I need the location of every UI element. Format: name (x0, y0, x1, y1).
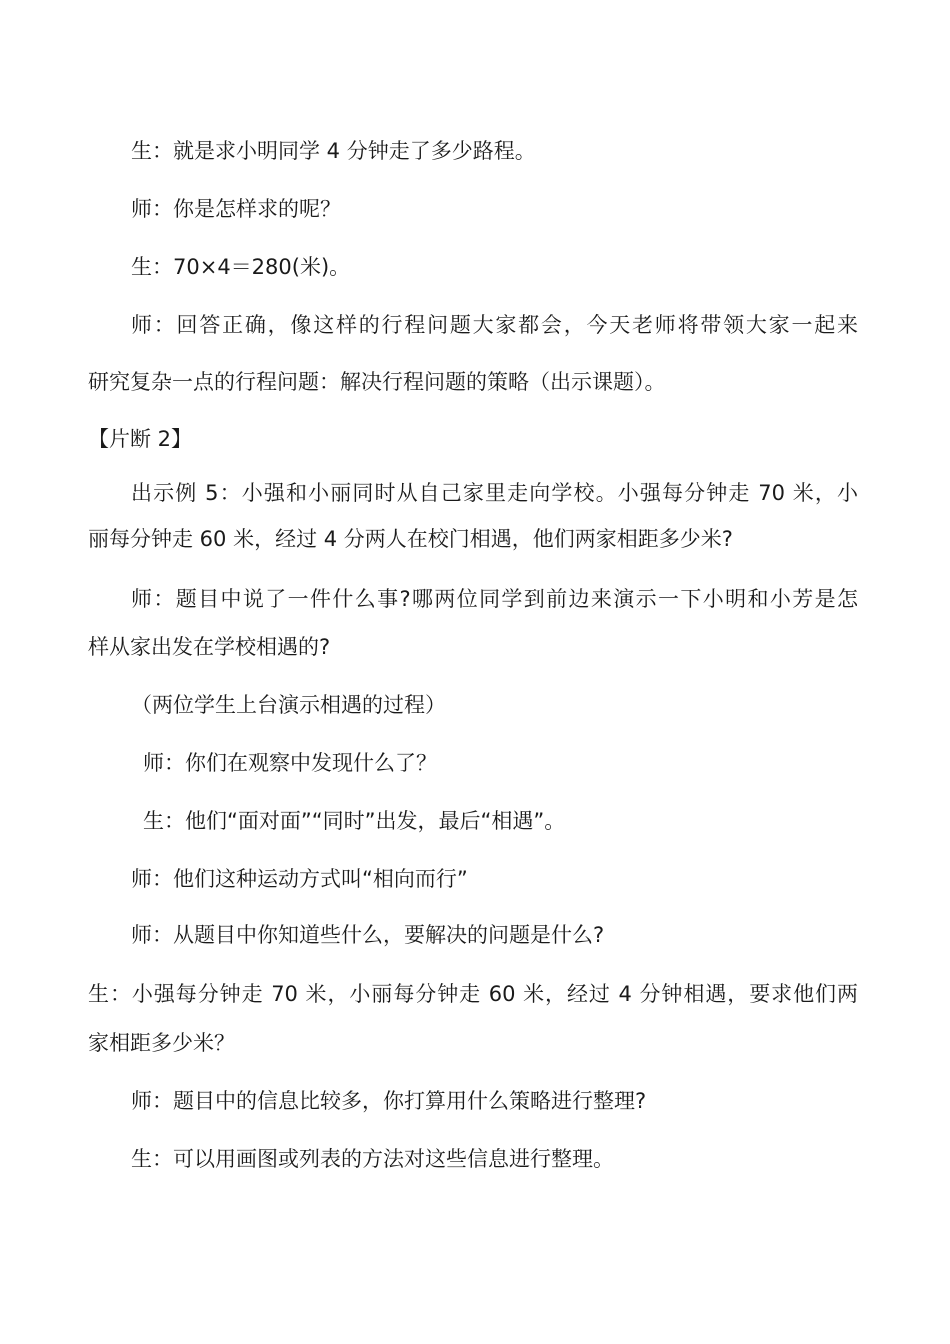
paragraph-line: 家相距多少米？ (88, 1031, 235, 1055)
paragraph-line: 生：可以用画图或列表的方法对这些信息进行整理。 (131, 1147, 614, 1171)
section-heading: 【片断 2】 (88, 427, 193, 451)
paragraph-line: 生：70×4＝280(米)。 (131, 255, 351, 279)
paragraph-line: （两位学生上台演示相遇的过程） (131, 693, 446, 717)
paragraph-line: 生：就是求小明同学 4 分钟走了多少路程。 (131, 139, 536, 163)
paragraph-line: 出示例 5：小强和小丽同时从自己家里走向学校。小强每分钟走 70 米，小 (131, 481, 858, 505)
paragraph-line: 师：你们在观察中发现什么了？ (143, 751, 437, 775)
paragraph-line: 师：回答正确，像这样的行程问题大家都会，今天老师将带领大家一起来 (131, 313, 858, 337)
paragraph-line: 师：题目中说了一件什么事?哪两位同学到前边来演示一下小明和小芳是怎 (131, 587, 858, 611)
paragraph-line: 研究复杂一点的行程问题：解决行程问题的策略（出示课题）。 (88, 370, 666, 394)
paragraph-line: 师：从题目中你知道些什么，要解决的问题是什么? (131, 923, 605, 947)
paragraph-line: 生：他们“面对面”“同时”出发，最后“相遇”。 (143, 809, 566, 833)
paragraph-line: 师：题目中的信息比较多，你打算用什么策略进行整理? (131, 1089, 647, 1113)
paragraph-line: 样从家出发在学校相遇的? (88, 635, 331, 659)
paragraph-line: 师：他们这种运动方式叫“相向而行” (131, 867, 468, 891)
paragraph-line: 师：你是怎样求的呢？ (131, 197, 341, 221)
paragraph-line: 丽每分钟走 60 米，经过 4 分两人在校门相遇，他们两家相距多少米? (88, 527, 733, 551)
paragraph-line: 生：小强每分钟走 70 米，小丽每分钟走 60 米，经过 4 分钟相遇，要求他们两 (88, 982, 858, 1006)
